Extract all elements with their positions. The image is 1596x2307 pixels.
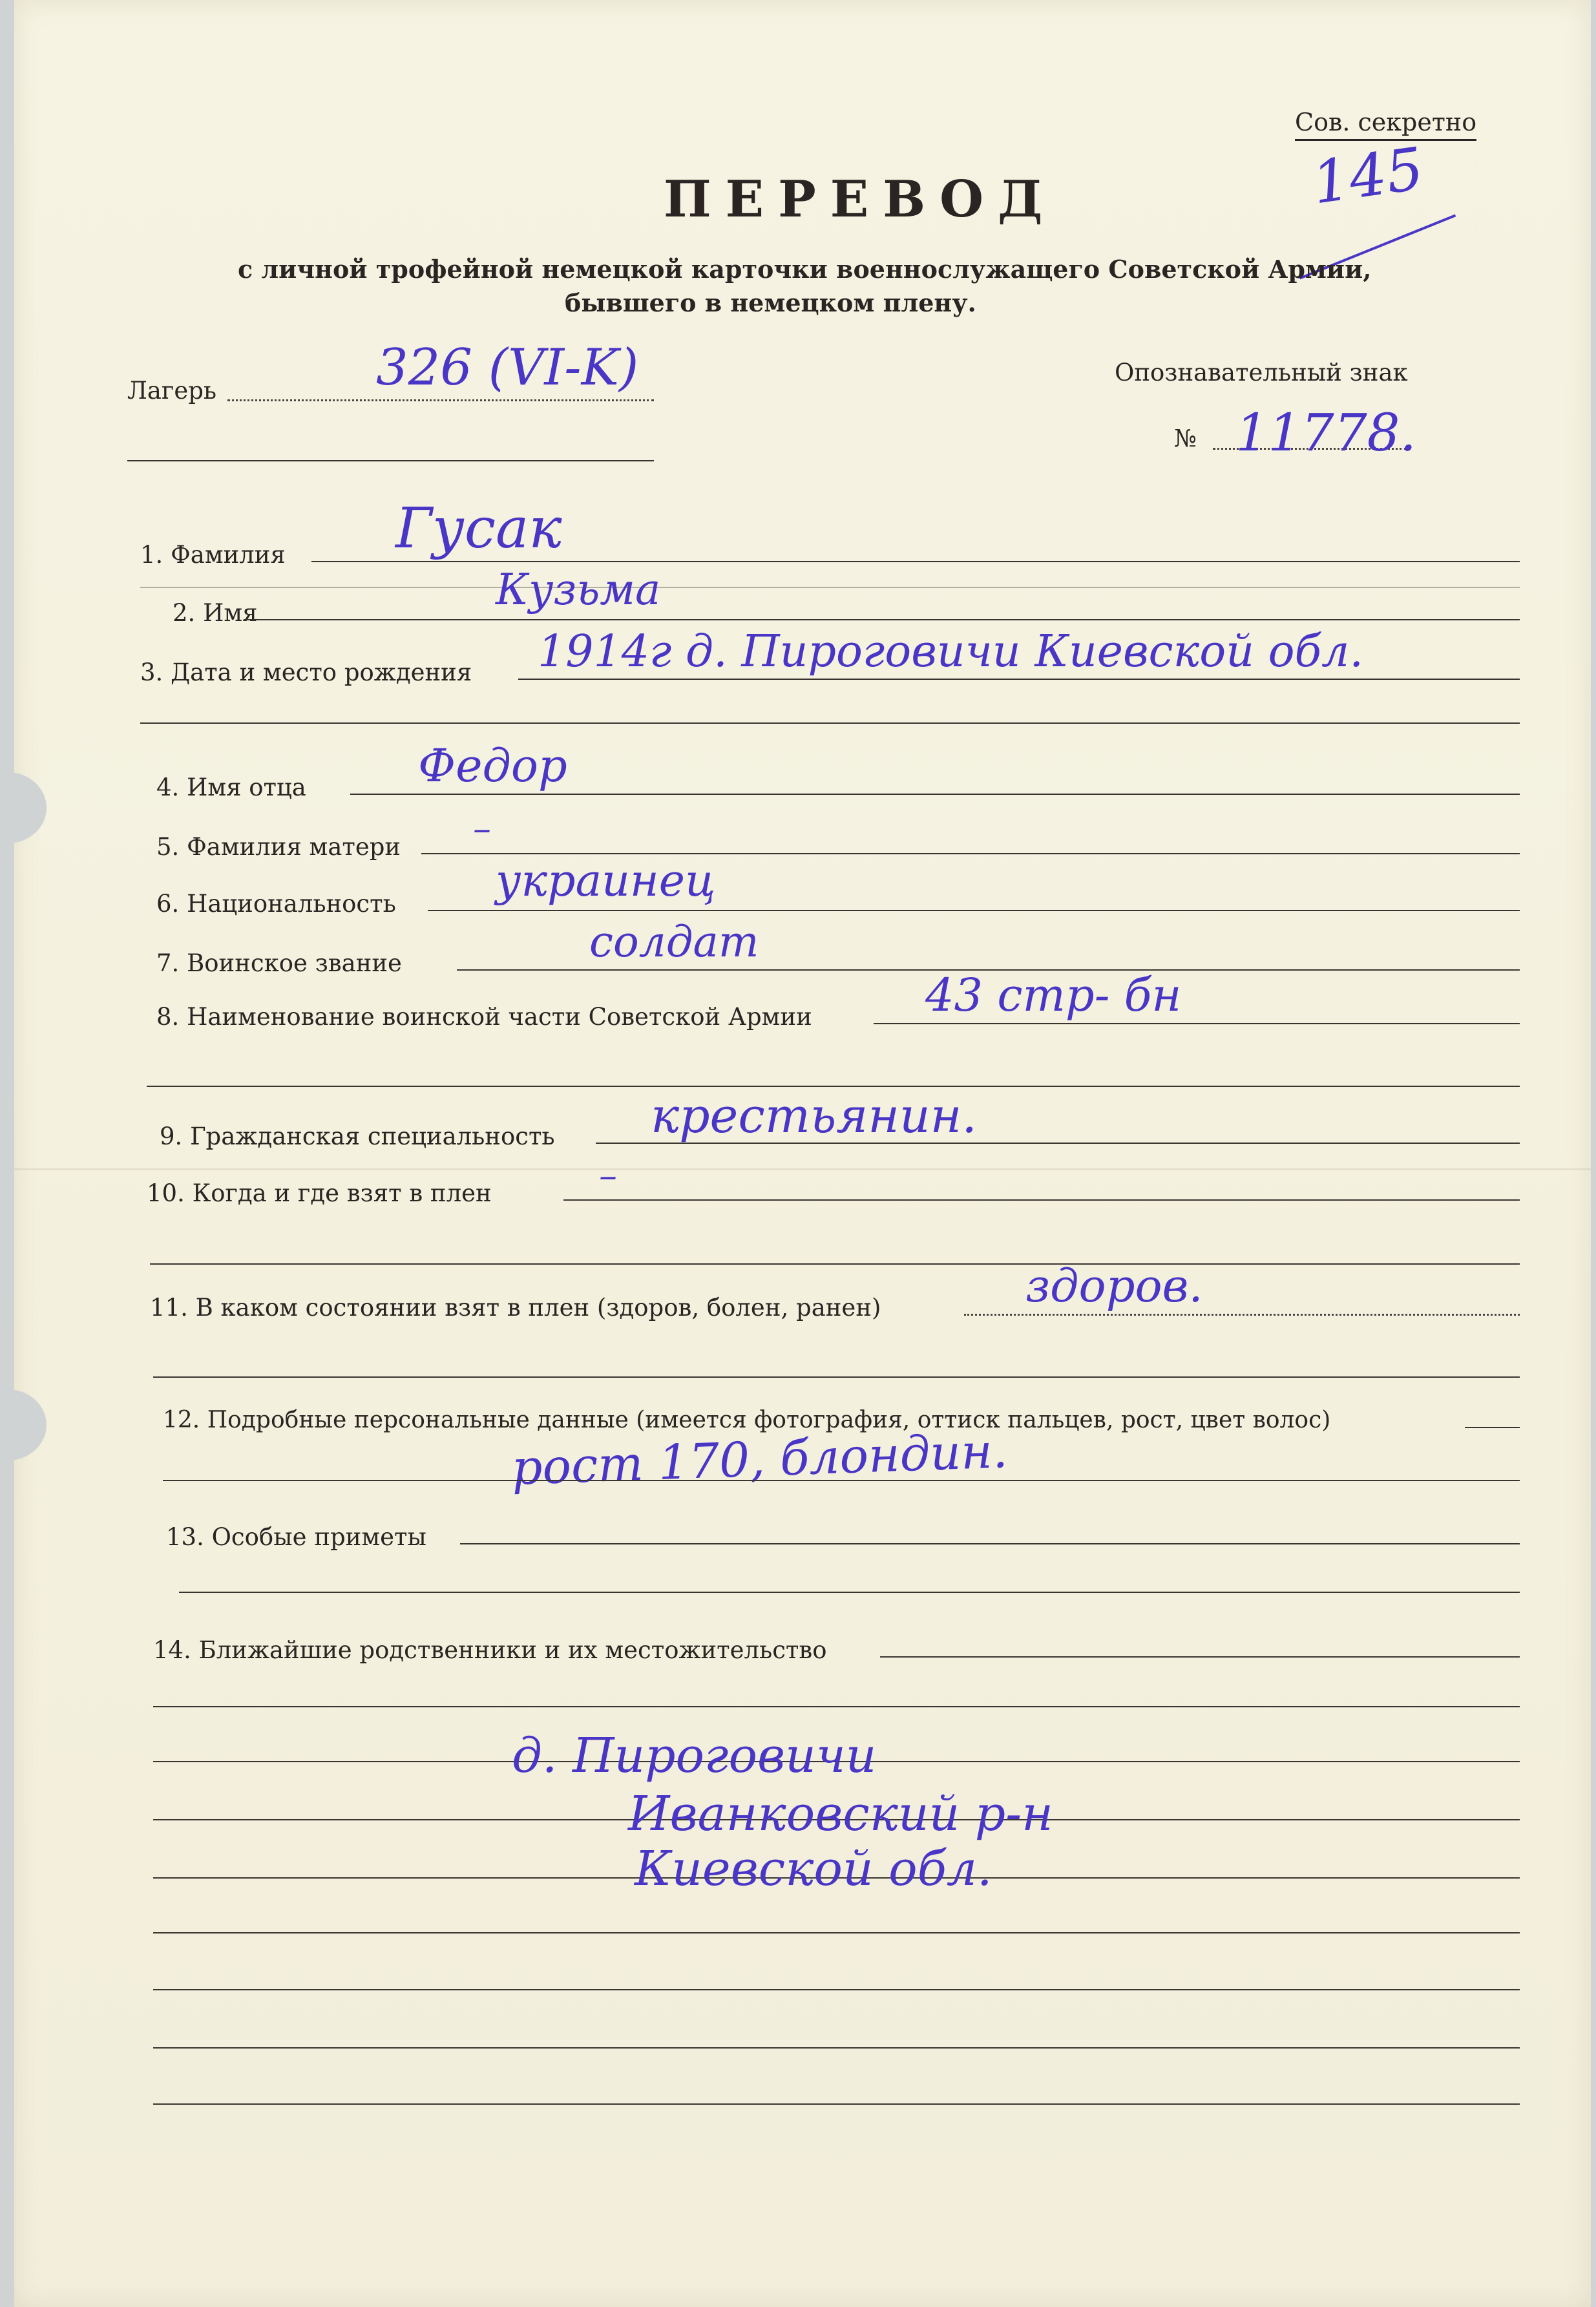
camp-dotted-line xyxy=(227,399,654,401)
field-14-line-9 xyxy=(153,2103,1520,2105)
classification-stamp: Сов. секретно xyxy=(1295,110,1476,134)
field-14-address-line-1: д. Пироговичи xyxy=(512,1728,877,1784)
punch-hole-bottom xyxy=(0,1389,47,1460)
camp-value: 326 (VI-K) xyxy=(376,339,639,397)
field-13-label: 13. Особые приметы xyxy=(166,1523,426,1551)
field-1-label: 1. Фамилия xyxy=(140,541,286,569)
field-13-line-2 xyxy=(179,1592,1520,1593)
field-12-line xyxy=(1465,1427,1520,1428)
fold-crease xyxy=(14,1168,1591,1170)
field-4-label: 4. Имя отца xyxy=(156,774,306,801)
field-8-label: 8. Наименование воинской части Советской Армии xyxy=(156,1003,812,1031)
field-3-label: 3. Дата и место рождения xyxy=(140,658,472,686)
field-11-dotted-line xyxy=(964,1314,1520,1316)
field-8-value: 43 стр- бн xyxy=(925,969,1182,1022)
field-9-label: 9. Гражданская специальность xyxy=(160,1122,555,1150)
field-12-value: рост 170, блондин. xyxy=(510,1423,1009,1496)
field-14-line xyxy=(880,1656,1520,1658)
field-13-line xyxy=(460,1543,1520,1544)
field-1-faint-line xyxy=(140,587,1520,588)
field-14-line-6 xyxy=(153,1932,1520,1933)
field-5-line xyxy=(421,853,1520,854)
subtitle-line-2: бывшего в немецком плену. xyxy=(565,288,976,317)
field-4-line xyxy=(350,794,1520,795)
field-10-label: 10. Когда и где взят в плен xyxy=(147,1179,492,1207)
field-4-value: Федор xyxy=(418,739,567,792)
field-1-value: Гусак xyxy=(395,496,562,561)
id-tag-value: 11778. xyxy=(1235,403,1416,463)
field-11-line-2 xyxy=(153,1376,1520,1378)
field-7-label: 7. Воинское звание xyxy=(156,949,402,977)
field-2-value: Кузьма xyxy=(496,565,661,615)
field-2-label: 2. Имя xyxy=(173,599,258,627)
field-8-line xyxy=(874,1023,1520,1024)
subtitle-line-1: с личной трофейной немецкой карточки военнослужащего Советской Армии, xyxy=(238,255,1372,284)
field-10-line xyxy=(563,1199,1520,1201)
field-14-address-line-3: Киевской обл. xyxy=(635,1841,992,1897)
field-3-value: 1914г д. Пироговичи Киевской обл. xyxy=(538,626,1363,677)
field-8-line-2 xyxy=(147,1086,1520,1087)
field-3-line-2 xyxy=(140,722,1520,724)
field-5-value: – xyxy=(473,808,491,850)
field-14-line-2 xyxy=(153,1706,1520,1707)
camp-second-line xyxy=(127,460,654,461)
field-1-line xyxy=(311,561,1520,562)
field-5-label: 5. Фамилия матери xyxy=(156,833,401,861)
field-10-value: – xyxy=(599,1155,617,1197)
field-2-line xyxy=(244,619,1520,620)
camp-label: Лагерь xyxy=(127,377,217,405)
field-7-value: солдат xyxy=(589,917,759,967)
document-title: ПЕРЕВОД xyxy=(664,170,1057,229)
field-11-value: здоров. xyxy=(1025,1259,1203,1312)
field-9-value: крестьянин. xyxy=(651,1088,977,1144)
field-6-value: украинец xyxy=(496,856,716,907)
field-14-line-8 xyxy=(153,2047,1520,2049)
field-14-address-line-2: Иванковский р-н xyxy=(628,1786,1053,1842)
number-sign: № xyxy=(1174,425,1197,452)
field-10-line-2 xyxy=(150,1263,1520,1265)
field-3-line xyxy=(518,679,1520,680)
field-11-label: 11. В каком состоянии взят в плен (здоров, болен, ранен) xyxy=(150,1294,881,1322)
field-6-line xyxy=(428,910,1520,911)
id-tag-label: Опознавательный знак xyxy=(1115,359,1408,386)
field-14-line-7 xyxy=(153,1989,1520,1990)
field-14-label: 14. Ближайшие родственники и их местожительство xyxy=(153,1636,827,1664)
document-sheet xyxy=(14,0,1591,2307)
punch-hole-top xyxy=(0,772,47,843)
field-12-line-2 xyxy=(163,1480,1520,1481)
field-12-label: 12. Подробные персональные данные (имеется фотография, оттиск пальцев, рост, цвет волос) xyxy=(163,1407,1331,1433)
archive-number: 145 xyxy=(1308,134,1428,218)
field-6-label: 6. Национальность xyxy=(156,890,396,918)
